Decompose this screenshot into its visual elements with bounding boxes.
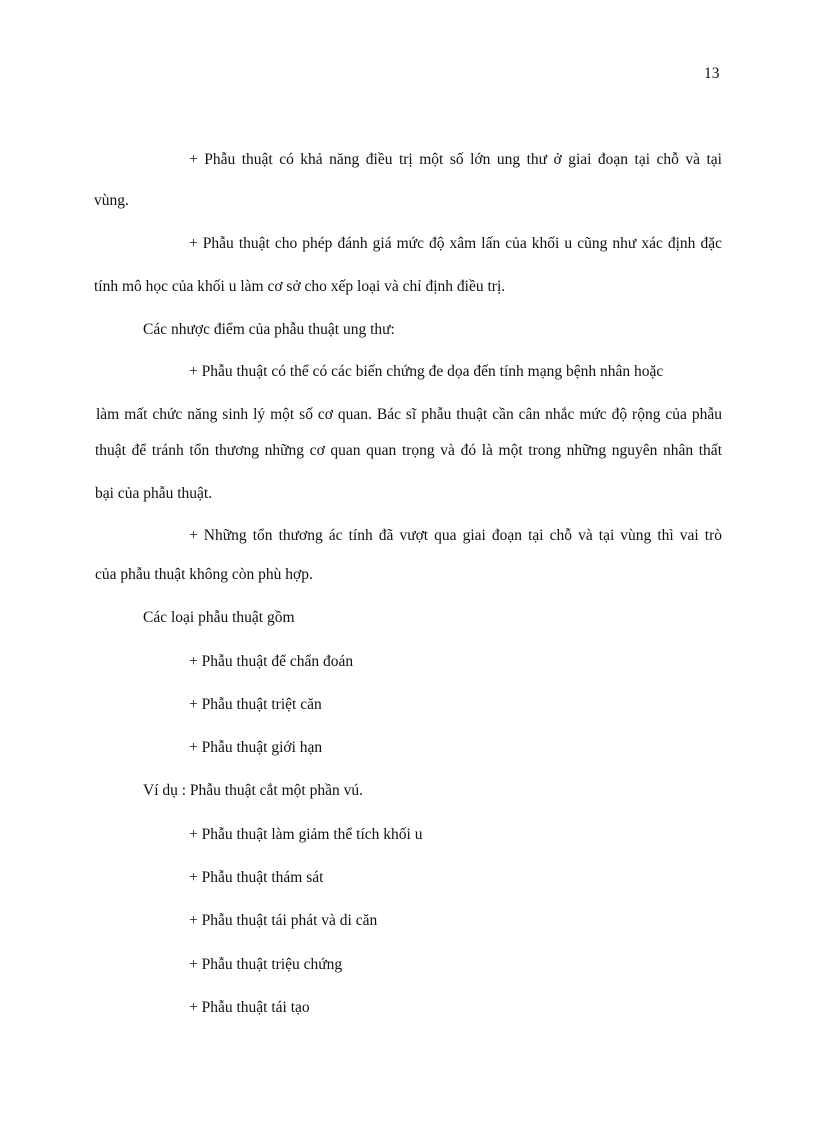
list-item: + Phẫu thuật để chẩn đoán [189,653,354,670]
list-item: + Phẫu thuật tái tạo [189,999,310,1016]
list-item: + Phẫu thuật làm giảm thể tích khối u [189,826,423,843]
list-item: + Phẫu thuật giới hạn [189,739,323,756]
bullet-surgery-assessment: + Phẫu thuật cho phép đánh giá mức độ xâm lấn của khối u cũng như xác định đặc [189,235,722,252]
section-heading-surgery-types: Các loại phẫu thuật gồm [143,609,295,626]
list-item: + Phẫu thuật thám sát [189,869,324,886]
text-line-continuation: thuật để tránh tổn thương những cơ quan quan trọng và đó là một trong những nguyên nhân thất [95,442,722,459]
example-line: Ví dụ : Phẫu thuật cắt một phần vú. [143,782,363,799]
text-line-continuation: tính mô học của khối u làm cơ sở cho xếp loại và chỉ định điều trị. [94,278,506,295]
section-heading-disadvantages: Các nhược điểm của phẫu thuật ung thư: [143,321,395,338]
text-line-continuation: làm mất chức năng sinh lý một số cơ quan. Bác sĩ phẫu thuật cần cân nhắc mức độ rộng của phẫu [96,406,722,423]
text-line-continuation: của phẫu thuật không còn phù hợp. [95,566,313,583]
list-item: + Phẫu thuật tái phát và di căn [189,912,378,929]
bullet-malignant-lesions: + Những tổn thương ác tính đã vượt qua giai đoạn tại chỗ và tại vùng thì vai trò [189,527,722,544]
list-item: + Phẫu thuật triệt căn [189,696,322,713]
bullet-surgery-complications: + Phẫu thuật có thể có các biến chứng đe dọa đến tính mạng bệnh nhân hoặc [189,363,664,380]
text-line-continuation: bại của phẫu thuật. [95,485,213,502]
bullet-surgery-curative-capacity: + Phẫu thuật có khả năng điều trị một số lớn ung thư ở giai đoạn tại chỗ và tại [189,151,722,168]
page-number: 13 [704,65,720,82]
list-item: + Phẫu thuật triệu chứng [189,956,343,973]
text-line-continuation: vùng. [94,192,129,209]
